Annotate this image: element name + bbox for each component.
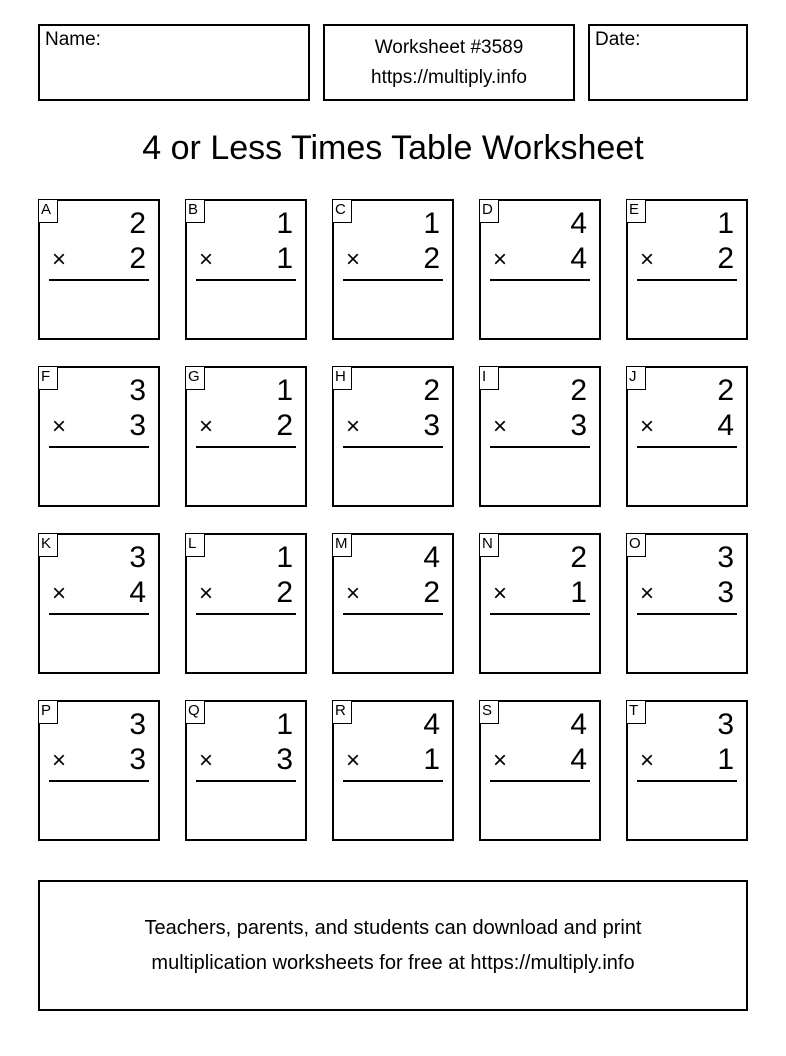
problem-card[interactable] <box>38 199 160 340</box>
answer-line <box>490 279 590 281</box>
multiply-sign: × <box>640 246 655 273</box>
multiply-sign: × <box>493 246 508 273</box>
problem-bottom-number: 1 <box>423 743 440 776</box>
answer-line <box>196 613 296 615</box>
answer-line <box>343 613 443 615</box>
problem-letter: M <box>332 533 352 557</box>
footer-line-2: multiplication worksheets for free at https://multiply.info <box>151 951 635 974</box>
multiply-sign: × <box>346 580 361 607</box>
problem-card[interactable] <box>38 366 160 507</box>
problem-card[interactable] <box>332 366 454 507</box>
worksheet-id-box <box>323 24 575 101</box>
page-title: 4 or Less Times Table Worksheet <box>142 129 644 167</box>
footer-line-1: Teachers, parents, and students can download and print <box>144 916 642 939</box>
problem-card[interactable] <box>332 199 454 340</box>
problem-bottom-number: 3 <box>129 409 146 442</box>
problem-bottom-number: 3 <box>129 743 146 776</box>
answer-line <box>49 279 149 281</box>
problem-top-number: 2 <box>129 207 146 240</box>
problem-letter: H <box>332 366 352 390</box>
date-box[interactable] <box>588 24 748 101</box>
problem-bottom-number: 4 <box>570 743 587 776</box>
problem-bottom-number: 3 <box>423 409 440 442</box>
answer-line <box>49 780 149 782</box>
answer-line <box>343 279 443 281</box>
problem-top-number: 4 <box>423 708 440 741</box>
problem-letter: K <box>38 533 58 557</box>
problem-top-number: 3 <box>129 541 146 574</box>
problem-bottom-number: 2 <box>276 576 293 609</box>
problem-letter: S <box>479 700 499 724</box>
problem-bottom-number: 3 <box>276 743 293 776</box>
name-label: Name: <box>45 29 101 50</box>
answer-line <box>637 780 737 782</box>
problem-card[interactable] <box>626 366 748 507</box>
problem-letter: C <box>332 199 352 223</box>
answer-line <box>490 780 590 782</box>
problem-letter: B <box>185 199 205 223</box>
answer-line <box>490 446 590 448</box>
problem-bottom-number: 2 <box>423 242 440 275</box>
multiply-sign: × <box>493 747 508 774</box>
problem-top-number: 1 <box>276 207 293 240</box>
problem-top-number: 4 <box>570 708 587 741</box>
answer-line <box>343 780 443 782</box>
problem-letter: Q <box>185 700 205 724</box>
problem-bottom-number: 1 <box>570 576 587 609</box>
problem-letter: D <box>479 199 499 223</box>
problem-letter: J <box>626 366 646 390</box>
problem-bottom-number: 4 <box>129 576 146 609</box>
problem-top-number: 1 <box>423 207 440 240</box>
problem-card[interactable] <box>185 700 307 841</box>
footer-box <box>38 880 748 1011</box>
problem-letter: I <box>479 366 499 390</box>
problem-bottom-number: 2 <box>423 576 440 609</box>
problem-card[interactable] <box>479 199 601 340</box>
multiply-sign: × <box>493 580 508 607</box>
multiply-sign: × <box>52 747 67 774</box>
problem-top-number: 2 <box>570 374 587 407</box>
multiply-sign: × <box>52 580 67 607</box>
problem-letter: N <box>479 533 499 557</box>
worksheet-number: Worksheet #3589 <box>374 36 524 58</box>
answer-line <box>196 279 296 281</box>
problem-letter: E <box>626 199 646 223</box>
problem-letter: T <box>626 700 646 724</box>
problem-bottom-number: 3 <box>570 409 587 442</box>
problem-top-number: 1 <box>276 541 293 574</box>
problem-top-number: 2 <box>717 374 734 407</box>
multiply-sign: × <box>52 413 67 440</box>
problem-top-number: 1 <box>276 708 293 741</box>
answer-line <box>637 279 737 281</box>
problem-letter: O <box>626 533 646 557</box>
problem-card[interactable] <box>479 533 601 674</box>
problem-top-number: 3 <box>717 708 734 741</box>
problem-bottom-number: 1 <box>276 242 293 275</box>
problem-card[interactable] <box>332 700 454 841</box>
date-label: Date: <box>595 29 641 50</box>
multiply-sign: × <box>640 747 655 774</box>
problem-bottom-number: 2 <box>276 409 293 442</box>
problem-bottom-number: 1 <box>717 743 734 776</box>
problem-top-number: 2 <box>570 541 587 574</box>
multiply-sign: × <box>199 580 214 607</box>
problem-bottom-number: 2 <box>717 242 734 275</box>
answer-line <box>49 613 149 615</box>
answer-line <box>637 613 737 615</box>
problem-top-number: 1 <box>717 207 734 240</box>
problem-top-number: 4 <box>423 541 440 574</box>
problem-card[interactable] <box>38 700 160 841</box>
problem-bottom-number: 4 <box>717 409 734 442</box>
multiply-sign: × <box>640 413 655 440</box>
problem-letter: F <box>38 366 58 390</box>
problem-card[interactable] <box>332 533 454 674</box>
multiply-sign: × <box>199 413 214 440</box>
problem-top-number: 3 <box>129 708 146 741</box>
problem-letter: R <box>332 700 352 724</box>
answer-line <box>343 446 443 448</box>
answer-line <box>49 446 149 448</box>
answer-line <box>196 780 296 782</box>
problem-card[interactable] <box>479 366 601 507</box>
answer-line <box>637 446 737 448</box>
problem-top-number: 3 <box>129 374 146 407</box>
multiply-sign: × <box>199 747 214 774</box>
problem-bottom-number: 3 <box>717 576 734 609</box>
problem-top-number: 3 <box>717 541 734 574</box>
problem-card[interactable] <box>626 533 748 674</box>
worksheet-url: https://multiply.info <box>371 66 527 88</box>
multiply-sign: × <box>493 413 508 440</box>
name-box[interactable] <box>38 24 310 101</box>
multiply-sign: × <box>199 246 214 273</box>
problem-card[interactable] <box>185 533 307 674</box>
multiply-sign: × <box>640 580 655 607</box>
problem-bottom-number: 2 <box>129 242 146 275</box>
multiply-sign: × <box>346 747 361 774</box>
problem-card[interactable] <box>626 199 748 340</box>
problem-bottom-number: 4 <box>570 242 587 275</box>
multiply-sign: × <box>346 413 361 440</box>
problem-card[interactable] <box>626 700 748 841</box>
problem-card[interactable] <box>479 700 601 841</box>
problem-top-number: 2 <box>423 374 440 407</box>
problem-top-number: 4 <box>570 207 587 240</box>
problem-card[interactable] <box>185 199 307 340</box>
answer-line <box>196 446 296 448</box>
problem-card[interactable] <box>38 533 160 674</box>
problem-letter: P <box>38 700 58 724</box>
problem-card[interactable] <box>185 366 307 507</box>
problem-letter: A <box>38 199 58 223</box>
multiply-sign: × <box>346 246 361 273</box>
problem-top-number: 1 <box>276 374 293 407</box>
problem-letter: G <box>185 366 205 390</box>
problem-letter: L <box>185 533 205 557</box>
answer-line <box>490 613 590 615</box>
multiply-sign: × <box>52 246 67 273</box>
